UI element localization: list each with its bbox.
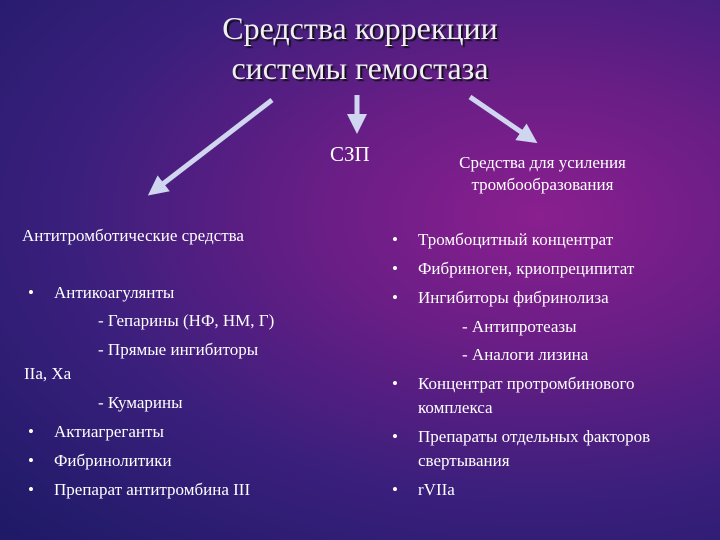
right-heading-line-2: тромбообразования xyxy=(471,175,614,194)
bullet-icon: • xyxy=(392,230,398,249)
list-subitem-heparins: - Гепарины (НФ, НМ, Г) xyxy=(98,311,275,330)
list-item-antiplatelets: Актиагреганты xyxy=(54,422,164,441)
list-subitem-lysine-analogs: - Аналоги лизина xyxy=(462,345,589,364)
bullet-icon: • xyxy=(28,283,34,302)
bullet-icon: • xyxy=(28,422,34,441)
bullet-icon: • xyxy=(392,259,398,278)
right-heading-line-1: Средства для усиления xyxy=(459,153,626,172)
title-line-1: Средства коррекции xyxy=(222,10,498,46)
list-subitem-coumarins: - Кумарины xyxy=(98,393,183,412)
list-item-anticoagulants: Антикоагулянты xyxy=(54,283,175,302)
list-item-factor-preparations-cont: свертывания xyxy=(418,451,510,470)
center-branch-label: СЗП xyxy=(330,142,370,166)
page-title xyxy=(0,8,720,88)
bullet-icon: • xyxy=(392,374,398,393)
list-item-fibrinogen: Фибриноген, криопреципитат xyxy=(418,259,635,278)
bullet-icon: • xyxy=(28,480,34,499)
arrow-left xyxy=(155,100,272,190)
list-item-fibrinolysis-inhibitors: Ингибиторы фибринолиза xyxy=(418,288,609,307)
list-subitem-antiproteases: - Антипротеазы xyxy=(462,317,577,336)
list-subitem-direct-inhibitors: - Прямые ингибиторы xyxy=(98,340,259,359)
title-line-2: системы гемостаза xyxy=(231,50,489,86)
bullet-icon: • xyxy=(392,288,398,307)
bullet-icon: • xyxy=(28,451,34,470)
list-item-rviia: rVIIa xyxy=(418,480,455,499)
list-item-factor-preparations: Препараты отдельных факторов xyxy=(418,427,651,446)
bullet-icon: • xyxy=(392,480,398,499)
list-item-antithrombin: Препарат антитромбина III xyxy=(54,480,251,499)
list-item-prothrombin-complex: Концентрат протромбинового xyxy=(418,374,635,393)
list-item-platelet-concentrate: Тромбоцитный концентрат xyxy=(418,230,614,249)
right-branch-heading xyxy=(400,152,685,196)
arrow-right xyxy=(470,97,530,138)
bullet-icon: • xyxy=(392,427,398,446)
list-subitem-direct-inhibitors-cont: IIa, Xa xyxy=(24,364,72,383)
left-branch-heading: Антитромботические средства xyxy=(22,226,244,245)
list-item-prothrombin-complex-cont: комплекса xyxy=(418,398,493,417)
list-item-fibrinolytics: Фибринолитики xyxy=(54,451,172,470)
